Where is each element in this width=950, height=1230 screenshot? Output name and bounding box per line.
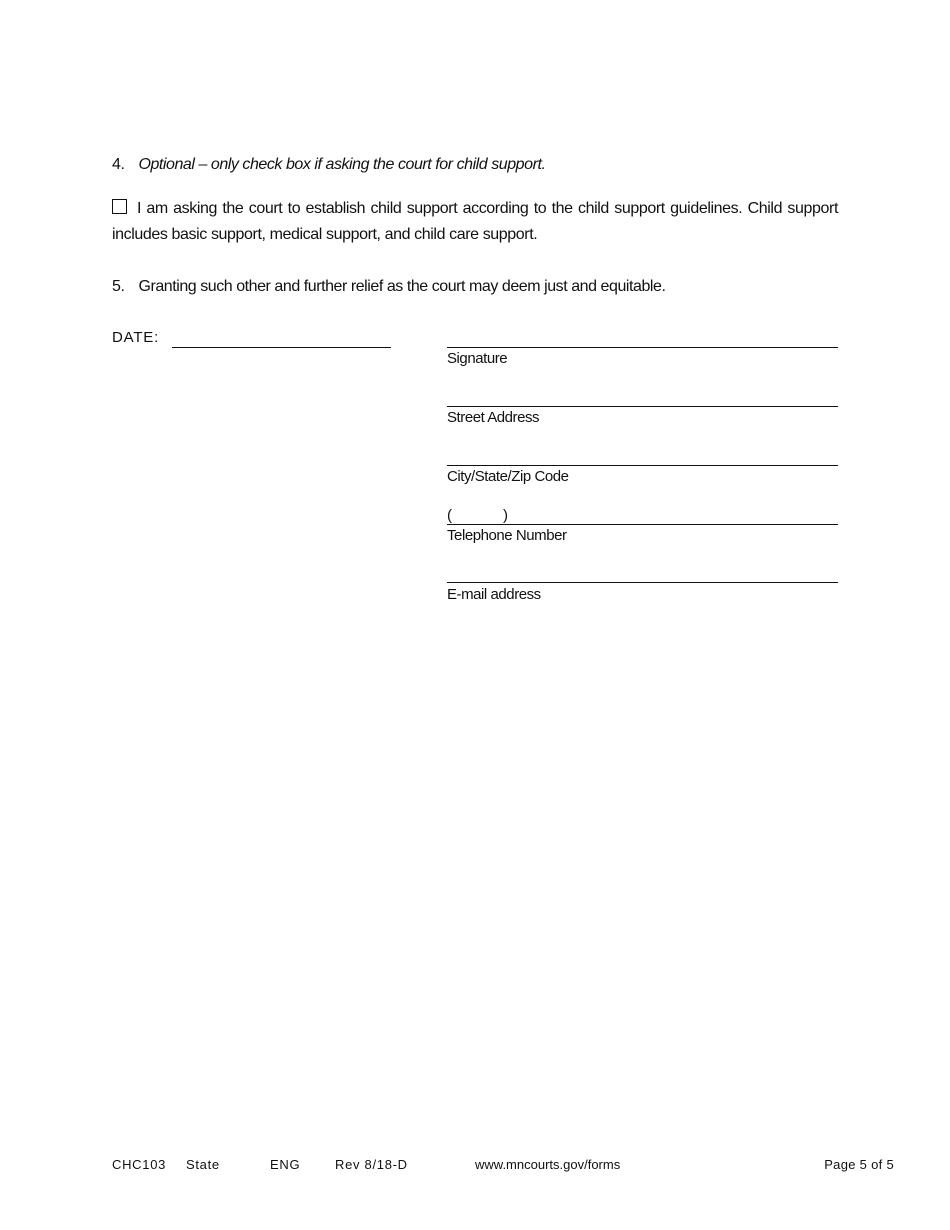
footer-page-number: Page 5 of 5 xyxy=(824,1157,894,1172)
email-line[interactable] xyxy=(447,582,838,583)
date-label: DATE: xyxy=(112,329,160,346)
item-4-text: Optional – only check box if asking the court for child support. xyxy=(138,156,546,173)
phone-paren-close: ) xyxy=(503,507,508,524)
signature-line[interactable] xyxy=(447,347,838,348)
telephone-line[interactable] xyxy=(447,524,838,525)
item-4 xyxy=(112,155,545,175)
city-state-zip-line[interactable] xyxy=(447,465,838,466)
date-field[interactable] xyxy=(172,347,391,348)
item-4-number: 4. xyxy=(112,156,125,173)
email-label: E-mail address xyxy=(447,586,541,603)
item-5-number: 5. xyxy=(112,278,125,295)
street-address-line[interactable] xyxy=(447,406,838,407)
footer-state: State xyxy=(186,1157,220,1172)
item-5 xyxy=(112,277,665,297)
footer-form-id: CHC103 xyxy=(112,1157,167,1172)
telephone-label: Telephone Number xyxy=(447,527,567,544)
footer-language: ENG xyxy=(270,1157,301,1172)
child-support-request xyxy=(112,196,838,248)
signature-label: Signature xyxy=(447,350,508,367)
child-support-checkbox[interactable] xyxy=(112,199,127,214)
item-5-text: Granting such other and further relief as the court may deem just and equitable. xyxy=(138,278,666,295)
footer-revision: Rev 8/18-D xyxy=(335,1157,408,1172)
street-address-label: Street Address xyxy=(447,409,540,426)
footer-url[interactable]: www.mncourts.gov/forms xyxy=(475,1157,621,1172)
child-support-request-text: I am asking the court to establish child support according to the child support guidelines. Child support includes basic support, medical support, and child care support. xyxy=(112,200,838,243)
phone-paren-open: ( xyxy=(447,507,452,524)
city-state-zip-label: City/State/Zip Code xyxy=(447,468,569,485)
